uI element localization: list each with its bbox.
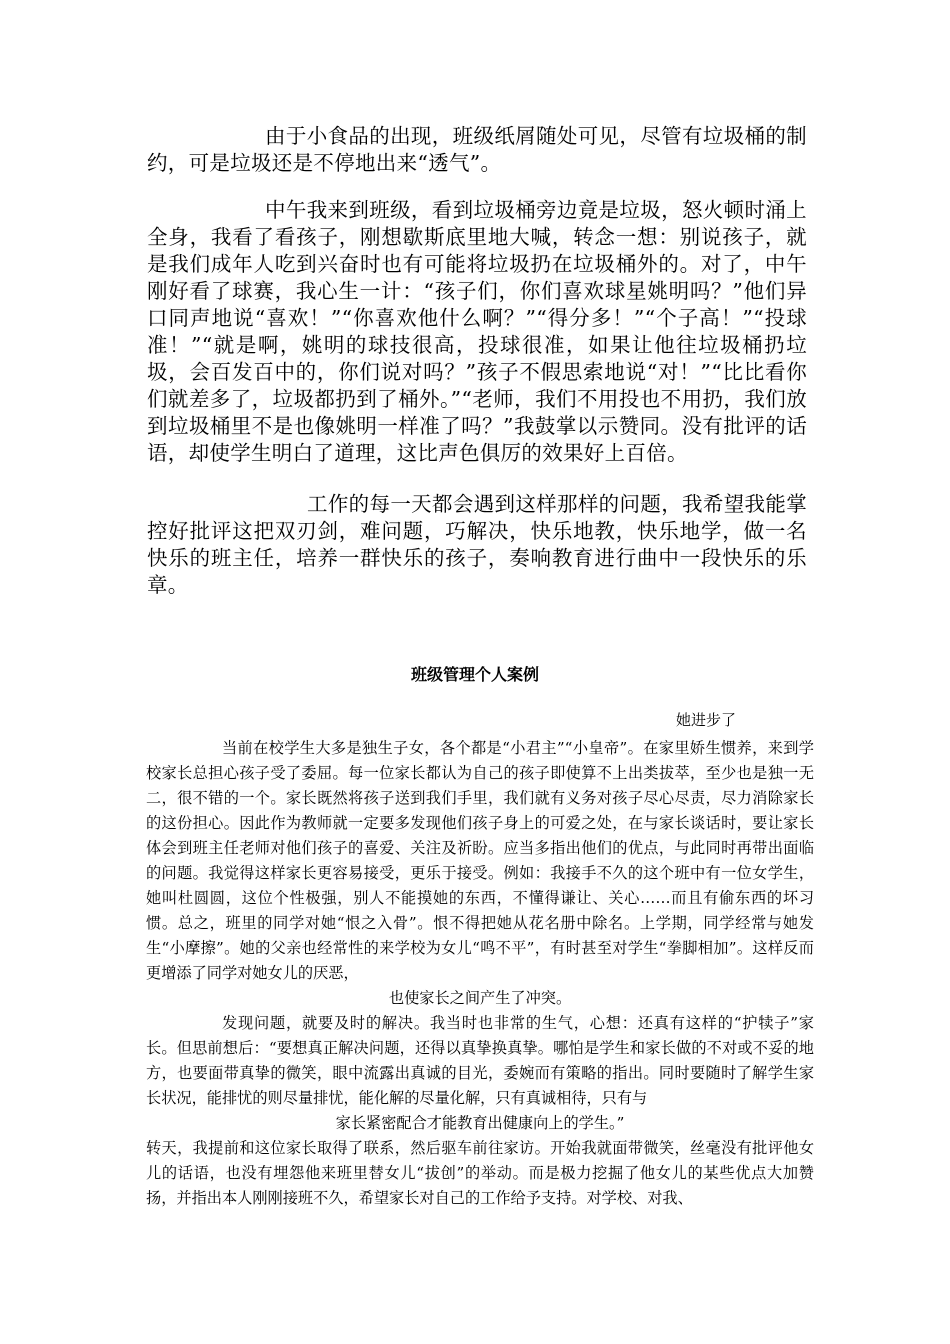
essay-paragraph-2 <box>147 197 807 467</box>
case-subtitle: 她进步了 <box>676 711 737 729</box>
essay-paragraph-1 <box>147 123 807 177</box>
case-body <box>146 736 814 1211</box>
case-paragraph-1-end: 也使家长之间产生了冲突。 <box>388 989 572 1007</box>
case-title: 班级管理个人案例 <box>410 665 539 684</box>
essay-paragraph-3 <box>147 491 807 599</box>
paragraph-text: 由于小食品的出现，班级纸屑随处可见，尽管有垃圾桶的制约，可是垃圾还是不停地出来“透气”。 <box>147 124 807 175</box>
case-paragraph-1: 当前在校学生大多是独生子女，各个都是“小君主”“小皇帝”。在家里娇生惯养，来到学校家长总担心孩子受了委屈。每一位家长都认为自己的孩子即使算不上出类拔萃，至少也是独一无二，很不错的一个。家长既然将孩子送到我们手里，我们就有义务对孩子尽心尽责，尽力消除家长的这份担心。因此作为教师就一定要多发现他们孩子身上的可爱之处，在与家长谈话时，要让家长体会到班主任老师对他们孩子的喜爱、关注及祈盼。应当多指出他们的优点，与此同时再带出面临的问题。我觉得这样家长更容易接受，更乐于接受。例如：我接手不久的这个班中有一位女学生，她叫杜圆圆，这位个性极强，别人不能摸她的东西，不懂得谦让、关心……而且有偷东西的坏习惯。总之，班里的同学对她“恨之入骨”。恨不得把她从花名册中除名。上学期，同学经常与她发生“小摩擦”。她的父亲也经常性的来学校为女儿“鸣不平”，有时甚至对学生“拳脚相加”。这样反而更增添了同学对她女儿的厌恶， <box>146 739 814 982</box>
paragraph-text: 工作的每一天都会遇到这样那样的问题，我希望我能掌控好批评这把双刃剑，难问题，巧解决，快乐地教，快乐地学，做一名快乐的班主任，培养一群快乐的孩子，奏响教育进行曲中一段快乐的乐章。 <box>147 492 807 597</box>
paragraph-text: 中午我来到班级，看到垃圾桶旁边竟是垃圾，怒火顿时涌上全身，我看了看孩子，刚想歇斯底里地大喊，转念一想：别说孩子，就是我们成年人吃到兴奋时也有可能将垃圾扔在垃圾桶外的。对了，中午刚好看了球赛，我心生一计：“孩子们，你们喜欢球星姚明吗？”他们异口同声地说“喜欢！”“你喜欢他什么啊？”“得分多！”“个子高！”“投球准！”“就是啊，姚明的球技很高，投球很准，如果让他往垃圾桶扔垃圾，会百发百中的，你们说对吗？”孩子不假思索地说“对！”“比比看你们就差多了，垃圾都扔到了桶外。”“老师，我们不用投也不用扔，我们放到垃圾桶里不是也像姚明一样准了吗？”我鼓掌以示赞同。没有批评的话语，却使学生明白了道理，这比声色俱厉的效果好上百倍。 <box>147 198 807 465</box>
case-paragraph-3: 转天，我提前和这位家长取得了联系，然后驱车前往家访。开始我就面带微笑，丝毫没有批评他女儿的话语，也没有埋怨他来班里替女儿“拔创”的举动。而是极力挖掘了他女儿的某些优点大加赞扬，并指出本人刚刚接班不久，希望家长对自己的工作给予支持。对学校、对我、 <box>146 1139 814 1207</box>
case-paragraph-2: 发现问题，就要及时的解决。我当时也非常的生气，心想：还真有这样的“护犊子”家长。但思前想后：“要想真正解决问题，还得以真挚换真挚。哪怕是学生和家长做的不对或不妥的地方，也要面带真挚的微笑，眼中流露出真诚的目光，委婉而有策略的指出。同时要随时了解学生家长状况，能排忧的则尽量排忧，能化解的尽量化解，只有真诚相待，只有与 <box>146 1014 814 1107</box>
case-paragraph-2-end: 家长紧密配合才能教育出健康向上的学生。” <box>335 1114 625 1132</box>
